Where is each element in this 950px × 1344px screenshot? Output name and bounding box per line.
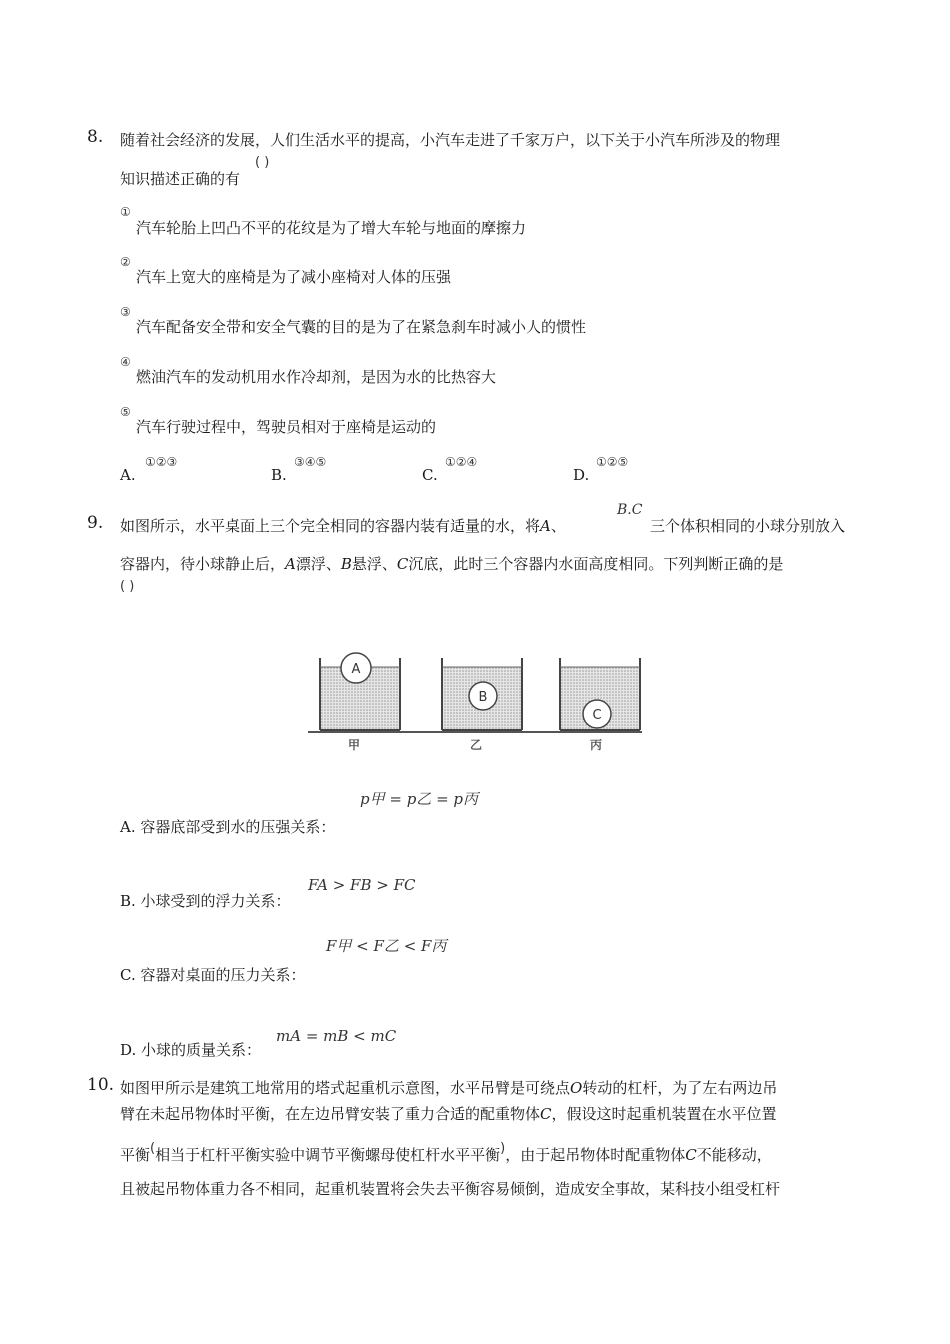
option-b-formula: FA > FB > FC	[308, 876, 416, 894]
label-bing: 丙	[589, 738, 603, 752]
separator: 、	[550, 517, 566, 535]
q10-line-3-cont: ，由于起吊物体时配重物体	[505, 1146, 686, 1164]
question-8-number: 8.	[87, 127, 104, 147]
container-yi	[442, 658, 522, 730]
option-a-label[interactable]: A.	[120, 466, 136, 484]
q9-option-d[interactable]: D. 小球的质量关系：	[120, 1041, 262, 1059]
label-yi: 乙	[469, 738, 483, 752]
ball-a-label: A	[351, 662, 361, 677]
point-c-ref-2: C	[685, 1146, 697, 1164]
option-c-label[interactable]: C.	[422, 466, 438, 484]
line-2-start: 容器内，待小球静止后，	[120, 555, 286, 573]
q10-line-1-start: 如图甲所示是建筑工地常用的塔式起重机示意图，水平吊臂是可绕点	[120, 1079, 571, 1097]
line-1-start: 如图所示，水平桌面上三个完全相同的容器内装有适量的水，将	[120, 517, 541, 535]
question-10-line-4: 且被起吊物体重力各不相同，起重机装置将会失去平衡容易倾倒，造成安全事故，某科技小组受杠杆	[120, 1180, 781, 1198]
option-d-value: ①②⑤	[596, 455, 629, 469]
paren-open: (	[150, 1141, 156, 1156]
question-8-line-1: 随着社会经济的发展，人们生活水平的提高，小汽车走进了千家万户，以下关于小汽车所涉及的物理	[120, 131, 781, 149]
paren-close: )	[500, 1141, 506, 1156]
q10-line-3-end: 不能移动，	[696, 1146, 772, 1164]
point-o-ref: O	[570, 1079, 583, 1097]
option-c-value: ①②④	[445, 455, 478, 469]
question-9-line-2	[120, 553, 783, 574]
q10-line-3-start: 平衡	[120, 1146, 151, 1164]
ball-a-ref-2: A	[285, 555, 296, 573]
ball-c-label: C	[592, 708, 602, 723]
statement-4-mark: ④	[120, 355, 131, 369]
point-c-ref: C	[540, 1105, 552, 1123]
option-a-formula: p甲 = p乙 = p丙	[360, 790, 479, 808]
question-9-line-1	[120, 515, 566, 536]
option-b-label[interactable]: B.	[271, 466, 287, 484]
question-10-line-2	[120, 1103, 777, 1124]
statement-5-text: 汽车行驶过程中，驾驶员相对于座椅是运动的	[136, 418, 437, 436]
suspended-text: 悬浮、	[351, 555, 397, 573]
ball-b-label: B	[478, 690, 488, 705]
question-8-answer-paren: ( )	[255, 155, 270, 170]
q10-line-1-end: 转动的杠杆，为了左右两边吊	[582, 1079, 778, 1097]
statement-2-text: 汽车上宽大的座椅是为了减小座椅对人体的压强	[136, 268, 452, 286]
question-10-line-3	[120, 1141, 772, 1165]
option-d-label[interactable]: D.	[573, 466, 590, 484]
statement-2-mark: ②	[120, 255, 131, 269]
ball-b-ref: B	[340, 555, 352, 573]
balls-bc-ref: B.C	[617, 502, 643, 518]
line-2-end: 沉底，此时三个容器内水面高度相同。下列判断正确的是	[408, 555, 784, 573]
container-jia	[320, 653, 400, 730]
option-b-value: ③④⑤	[294, 455, 327, 469]
option-a-value: ①②③	[145, 455, 178, 469]
question-9-line-1-end: 三个体积相同的小球分别放入	[650, 517, 846, 535]
ball-a-ref: A	[540, 517, 551, 535]
containers-figure	[300, 640, 650, 760]
question-8-line-2: 知识描述正确的有	[120, 170, 241, 188]
statement-4-text: 燃油汽车的发动机用水作冷却剂，是因为水的比热容大	[136, 368, 497, 386]
statement-1-mark: ①	[120, 205, 131, 219]
question-9-answer-paren: ( )	[120, 579, 135, 594]
q9-option-b[interactable]: B. 小球受到的浮力关系：	[120, 892, 291, 910]
floating-text: 漂浮、	[295, 555, 341, 573]
label-jia: 甲	[347, 738, 361, 752]
statement-1-text: 汽车轮胎上凹凸不平的花纹是为了增大车轮与地面的摩擦力	[136, 219, 527, 237]
statement-3-mark: ③	[120, 305, 131, 319]
q10-line-2-end: ，假设这时起重机装置在水平位置	[551, 1105, 777, 1123]
option-c-formula: F甲 < F乙 < F丙	[326, 937, 447, 955]
q10-line-2-start: 臂在未起吊物体时平衡，在左边吊臂安装了重力合适的配重物体	[120, 1105, 541, 1123]
question-9-number: 9.	[87, 513, 104, 533]
statement-3-text: 汽车配备安全带和安全气囊的目的是为了在紧急刹车时减小人的惯性	[136, 318, 587, 336]
statement-5-mark: ⑤	[120, 405, 131, 419]
container-bing	[560, 658, 640, 730]
q9-option-a[interactable]: A. 容器底部受到水的压强关系：	[120, 818, 336, 836]
question-10-number: 10.	[87, 1075, 115, 1095]
ball-c-ref: C	[396, 555, 409, 573]
q10-line-3-middle: 相当于杠杆平衡实验中调节平衡螺母使杠杆水平平衡	[155, 1146, 501, 1164]
question-10-line-1	[120, 1077, 777, 1098]
q9-option-c[interactable]: C. 容器对桌面的压力关系：	[120, 966, 306, 984]
option-d-formula: mA = mB < mC	[276, 1027, 397, 1045]
